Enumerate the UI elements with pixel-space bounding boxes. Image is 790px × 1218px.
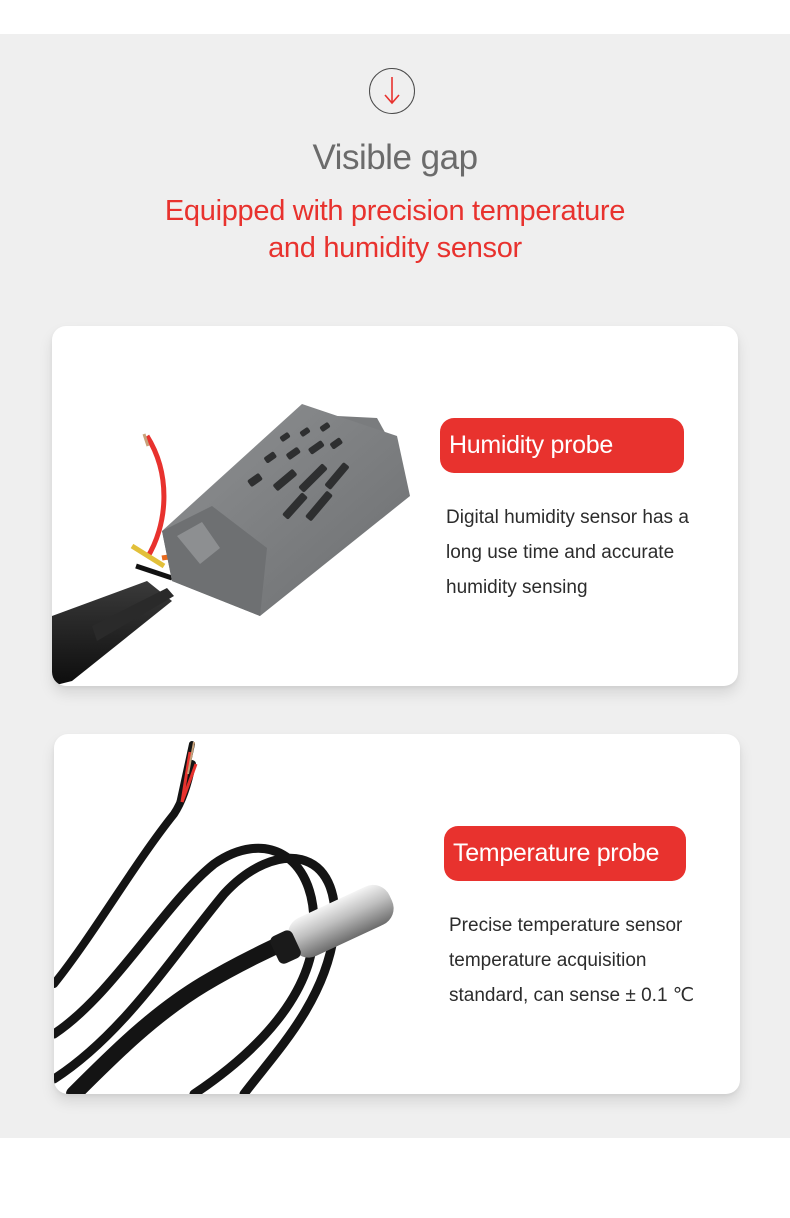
description-line: temperature acquisition <box>449 950 647 971</box>
humidity-probe-card <box>52 326 738 686</box>
temperature-probe-card <box>54 734 740 1094</box>
description-line: long use time and accurate <box>446 542 675 563</box>
description-line: humidity sensing <box>446 577 588 598</box>
temperature-probe-photo <box>54 734 434 1094</box>
description-line: Precise temperature sensor <box>449 915 683 936</box>
temperature-probe-description <box>449 908 694 1013</box>
humidity-probe-photo <box>52 326 432 686</box>
humidity-probe-description <box>446 500 689 605</box>
humidity-probe-badge: Humidity probe <box>440 418 684 473</box>
description-line: Digital humidity sensor has a <box>446 507 689 528</box>
description-line: standard, can sense ± 0.1 ℃ <box>449 985 695 1006</box>
subtitle-line: Equipped with precision temperature <box>164 195 626 227</box>
arrow-down-icon <box>369 68 415 114</box>
page-subtitle <box>0 193 790 267</box>
page-title: Visible gap <box>312 138 478 177</box>
subtitle-line: and humidity sensor <box>268 232 522 264</box>
temperature-probe-badge: Temperature probe <box>444 826 686 881</box>
